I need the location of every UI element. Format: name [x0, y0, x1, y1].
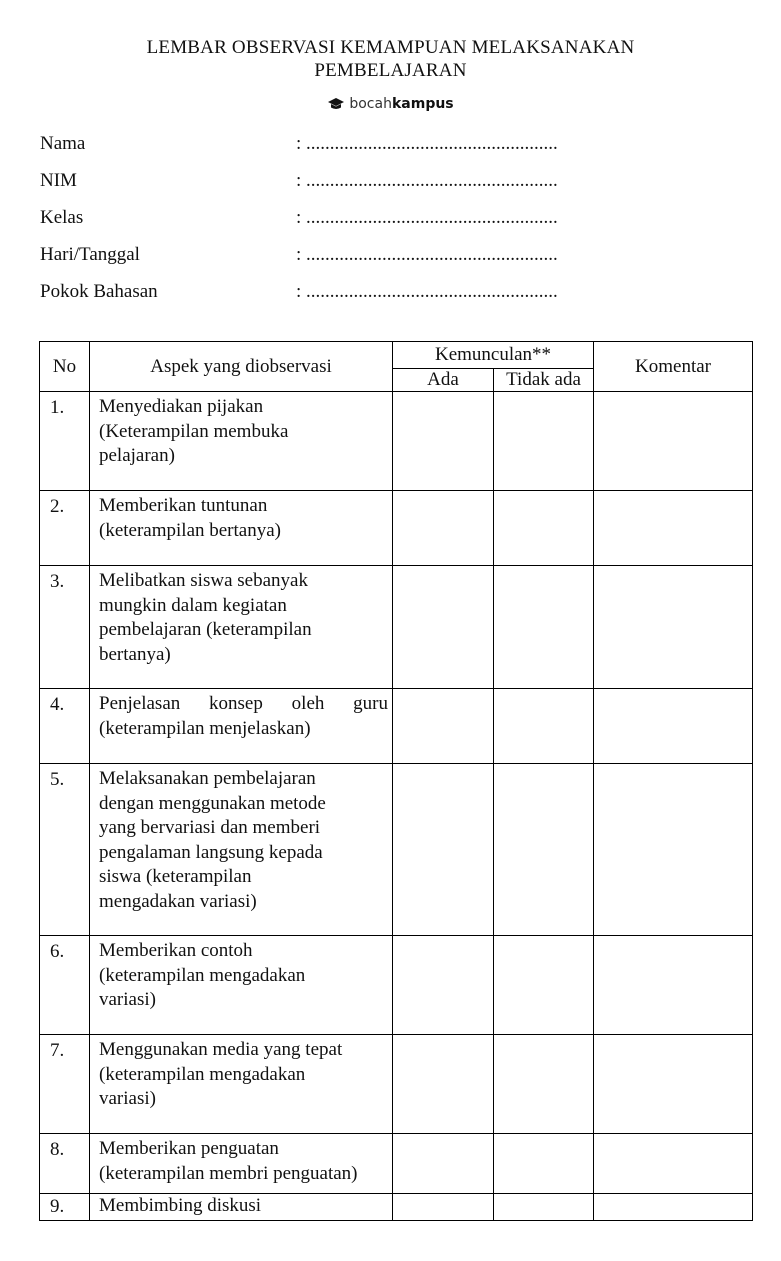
ada-checkbox-cell[interactable] — [393, 936, 494, 1035]
tidak-ada-checkbox-cell[interactable] — [494, 1134, 594, 1194]
header-tidak-ada: Tidak ada — [494, 369, 594, 392]
aspect-line: dengan menggunakan metode — [99, 792, 326, 814]
aspect-line: Memberikan penguatan — [99, 1138, 279, 1159]
field-label: Hari/Tanggal — [40, 244, 140, 265]
komentar-cell[interactable] — [594, 491, 753, 566]
graduation-cap-icon — [327, 97, 345, 111]
header-ada: Ada — [393, 369, 494, 392]
aspect-cell — [90, 1035, 393, 1134]
header-kemunculan: Kemunculan** — [393, 342, 594, 369]
table-row — [40, 689, 753, 764]
tidak-ada-checkbox-cell[interactable] — [494, 936, 594, 1035]
aspect-cell — [90, 1194, 393, 1221]
field-value: : ..................................................... — [296, 244, 558, 265]
field-nama — [40, 130, 660, 167]
table-row — [40, 1134, 753, 1194]
aspect-line: mengadakan variasi) — [99, 890, 257, 912]
table-row — [40, 392, 753, 491]
aspect-line: mungkin dalam kegiatan — [99, 594, 287, 616]
row-number: 9. — [40, 1194, 90, 1221]
aspect-line: (Keterampilan membuka — [99, 420, 289, 442]
title-line-1: LEMBAR OBSERVASI KEMAMPUAN MELAKSANAKAN — [146, 37, 635, 58]
aspect-line: siswa (keterampilan — [99, 866, 252, 887]
komentar-cell[interactable] — [594, 566, 753, 689]
table-row — [40, 491, 753, 566]
identity-fields — [40, 130, 660, 315]
document-title — [0, 36, 781, 82]
aspect-line: pelajaran) — [99, 445, 175, 466]
tidak-ada-checkbox-cell[interactable] — [494, 689, 594, 764]
tidak-ada-checkbox-cell[interactable] — [494, 566, 594, 689]
aspect-line: bertanya) — [99, 643, 171, 665]
aspect-line: (keterampilan bertanya) — [99, 519, 281, 541]
field-label: Kelas — [40, 207, 84, 228]
field-hari-tanggal — [40, 241, 660, 278]
aspect-line: Menggunakan media yang tepat — [99, 1039, 343, 1060]
aspect-cell — [90, 566, 393, 689]
aspect-cell — [90, 392, 393, 491]
aspect-line: (keterampilan mengadakan — [99, 1063, 306, 1085]
ada-checkbox-cell[interactable] — [393, 1134, 494, 1194]
observation-table — [39, 341, 753, 1221]
aspect-line: Membimbing diskusi — [99, 1195, 262, 1216]
field-label: NIM — [40, 170, 77, 191]
ada-checkbox-cell[interactable] — [393, 1194, 494, 1221]
aspect-line: (keterampilan menjelaskan) — [99, 717, 311, 739]
aspect-line: variasi) — [99, 1088, 156, 1109]
field-value: : ..................................................... — [296, 281, 558, 302]
aspect-cell — [90, 491, 393, 566]
aspect-line: Melibatkan siswa sebanyak — [99, 570, 308, 591]
aspect-line: variasi) — [99, 989, 156, 1010]
aspect-line: Memberikan tuntunan — [99, 495, 268, 516]
bocahkampus-logo — [0, 96, 781, 112]
table-row — [40, 1194, 753, 1221]
row-number: 1. — [40, 392, 90, 491]
field-kelas — [40, 204, 660, 241]
ada-checkbox-cell[interactable] — [393, 491, 494, 566]
tidak-ada-checkbox-cell[interactable] — [494, 392, 594, 491]
ada-checkbox-cell[interactable] — [393, 566, 494, 689]
aspect-line: yang bervariasi dan memberi — [99, 817, 321, 838]
field-label: Pokok Bahasan — [40, 281, 158, 302]
ada-checkbox-cell[interactable] — [393, 1035, 494, 1134]
aspect-cell — [90, 936, 393, 1035]
row-number: 3. — [40, 566, 90, 689]
logo-text-bold: kampus — [391, 96, 454, 112]
header-komentar: Komentar — [594, 342, 753, 392]
table-row — [40, 566, 753, 689]
aspect-line: pengalaman langsung kepada — [99, 841, 323, 863]
ada-checkbox-cell[interactable] — [393, 392, 494, 491]
row-number: 5. — [40, 764, 90, 936]
tidak-ada-checkbox-cell[interactable] — [494, 491, 594, 566]
field-pokok-bahasan — [40, 278, 660, 315]
aspect-line: Penjelasan konsep oleh guru — [99, 693, 388, 714]
aspect-cell — [90, 764, 393, 936]
aspect-line: Memberikan contoh — [99, 940, 253, 961]
aspect-line: Melaksanakan pembelajaran — [99, 768, 316, 789]
tidak-ada-checkbox-cell[interactable] — [494, 764, 594, 936]
tidak-ada-checkbox-cell[interactable] — [494, 1035, 594, 1134]
aspect-line: (keterampilan mengadakan — [99, 964, 306, 986]
komentar-cell[interactable] — [594, 936, 753, 1035]
row-number: 8. — [40, 1134, 90, 1194]
aspect-cell — [90, 1134, 393, 1194]
row-number: 7. — [40, 1035, 90, 1134]
field-nim — [40, 167, 660, 204]
aspect-line: pembelajaran (keterampilan — [99, 619, 312, 640]
table-row — [40, 936, 753, 1035]
field-value: : ..................................................... — [296, 207, 558, 228]
row-number: 4. — [40, 689, 90, 764]
table-row — [40, 764, 753, 936]
komentar-cell[interactable] — [594, 1134, 753, 1194]
logo-text-light: bocah — [349, 96, 392, 112]
aspect-cell — [90, 689, 393, 764]
header-aspek: Aspek yang diobservasi — [90, 342, 393, 392]
tidak-ada-checkbox-cell[interactable] — [494, 1194, 594, 1221]
ada-checkbox-cell[interactable] — [393, 689, 494, 764]
field-value: : ..................................................... — [296, 170, 558, 191]
header-no: No — [40, 342, 90, 392]
komentar-cell[interactable] — [594, 689, 753, 764]
row-number: 6. — [40, 936, 90, 1035]
aspect-line: Menyediakan pijakan — [99, 396, 264, 417]
table-row — [40, 1035, 753, 1134]
komentar-cell[interactable] — [594, 392, 753, 491]
row-number: 2. — [40, 491, 90, 566]
komentar-cell[interactable] — [594, 1035, 753, 1134]
ada-checkbox-cell[interactable] — [393, 764, 494, 936]
aspect-line: (keterampilan membri penguatan) — [99, 1162, 358, 1184]
komentar-cell[interactable] — [594, 764, 753, 936]
title-line-2: PEMBELAJARAN — [314, 60, 467, 81]
field-value: : ..................................................... — [296, 133, 558, 154]
komentar-cell[interactable] — [594, 1194, 753, 1221]
field-label: Nama — [40, 133, 86, 154]
